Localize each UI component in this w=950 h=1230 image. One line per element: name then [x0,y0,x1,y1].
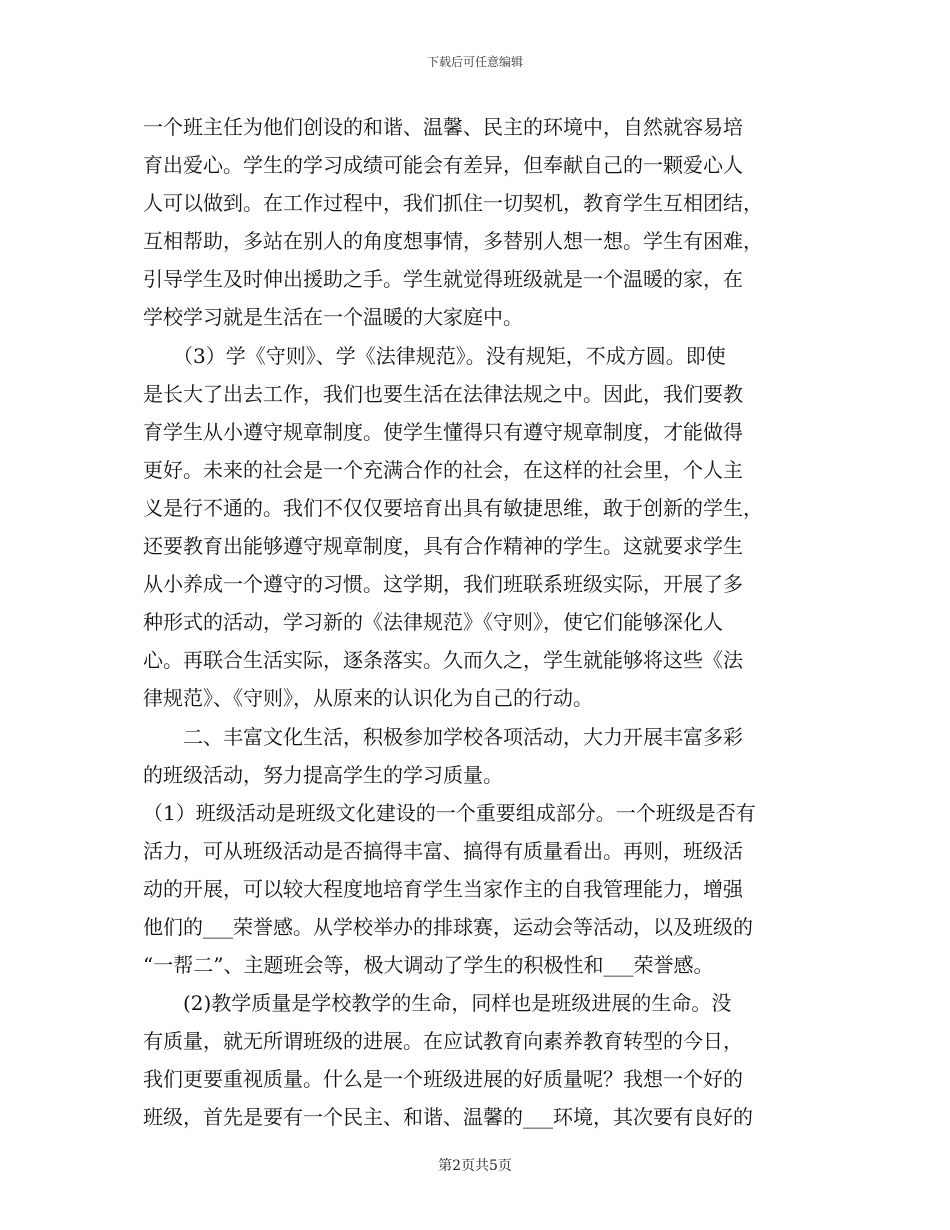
footer-middle: 页共 [461,1158,489,1174]
document-body [143,108,808,1137]
body-line: 有质量，就无所谓班级的进展。在应试教育向素养教育转型的今日， [143,1029,743,1054]
body-line: 活力，可从班级活动是否搞得丰富、搞得有质量看出。再则，班级活 [143,838,743,863]
body-line: 还要教育出能够遵守规章制度，具有合作精神的学生。这就要求学生 [143,534,743,559]
body-line: 的班级活动，努力提高学生的学习质量。 [143,762,503,787]
footer-page-number: 2 [452,1158,461,1174]
body-line: 学校学习就是生活在一个温暖的大家庭中。 [143,305,523,330]
body-line: 是长大了出去工作，我们也要生活在法律法规之中。因此，我们要教 [143,381,743,406]
body-line: 动的开展，可以较大程度地培育学生当家作主的自我管理能力，增强 [143,876,743,901]
body-line: 他们的___荣誉感。从学校举办的排球赛，运动会等活动，以及班级的 [143,914,753,939]
body-line: （3）学《守则》、学《法律规范》。没有规矩，不成方圆。即使 [143,343,726,368]
body-line: “一帮二”、主题班会等，极大调动了学生的积极性和___荣誉感。 [143,953,714,978]
body-line: 一个班主任为他们创设的和谐、温馨、民主的环境中，自然就容易培 [143,115,743,139]
body-line: 律规范》、《守则》，从原来的认识化为自己的行动。 [143,686,593,711]
body-line: 更好。未来的社会是一个充满合作的社会，在这样的社会里，个人主 [143,457,743,482]
body-line: 引导学生及时伸出援助之手。学生就觉得班级就是一个温暖的家，在 [143,267,743,292]
body-line: (2)教学质量是学校教学的生命，同样也是班级进展的生命。没 [143,991,732,1016]
page-footer [0,1155,950,1175]
body-line: 二、丰富文化生活，积极参加学校各项活动，大力开展丰富多彩 [143,724,743,749]
footer-prefix: 第 [438,1158,453,1174]
body-line: 心。再联合生活实际，逐条落实。久而久之，学生就能够将这些《法 [143,648,743,673]
body-line: 我们更要重视质量。什么是一个班级进展的好质量呢？我想一个好的 [143,1067,743,1092]
body-line: 人可以做到。在工作过程中，我们抓住一切契机，教育学生互相团结， [143,191,763,216]
footer-suffix: 页 [497,1158,512,1174]
body-line: 育学生从小遵守规章制度。使学生懂得只有遵守规章制度，才能做得 [143,419,743,444]
body-line: 义是行不通的。我们不仅仅要培育出具有敏捷思维，敢于创新的学生， [143,495,763,520]
body-line: （1）班级活动是班级文化建设的一个重要组成部分。一个班级是否有 [143,800,756,825]
body-line: 互相帮助，多站在别人的角度想事情，多替别人想一想。学生有困难， [143,229,763,254]
body-line: 班级，首先是要有一个民主、和谐、温馨的___环境，其次要有良好的 [143,1105,753,1130]
footer-total-pages: 5 [489,1158,498,1174]
page-header: 下载后可任意编辑 [426,55,523,69]
body-line: 育出爱心。学生的学习成绩可能会有差异，但奉献自己的一颗爱心人 [143,153,743,178]
body-line: 从小养成一个遵守的习惯。这学期，我们班联系班级实际，开展了多 [143,572,743,597]
body-line: 种形式的活动，学习新的《法律规范》《守则》，使它们能够深化人 [143,610,723,635]
